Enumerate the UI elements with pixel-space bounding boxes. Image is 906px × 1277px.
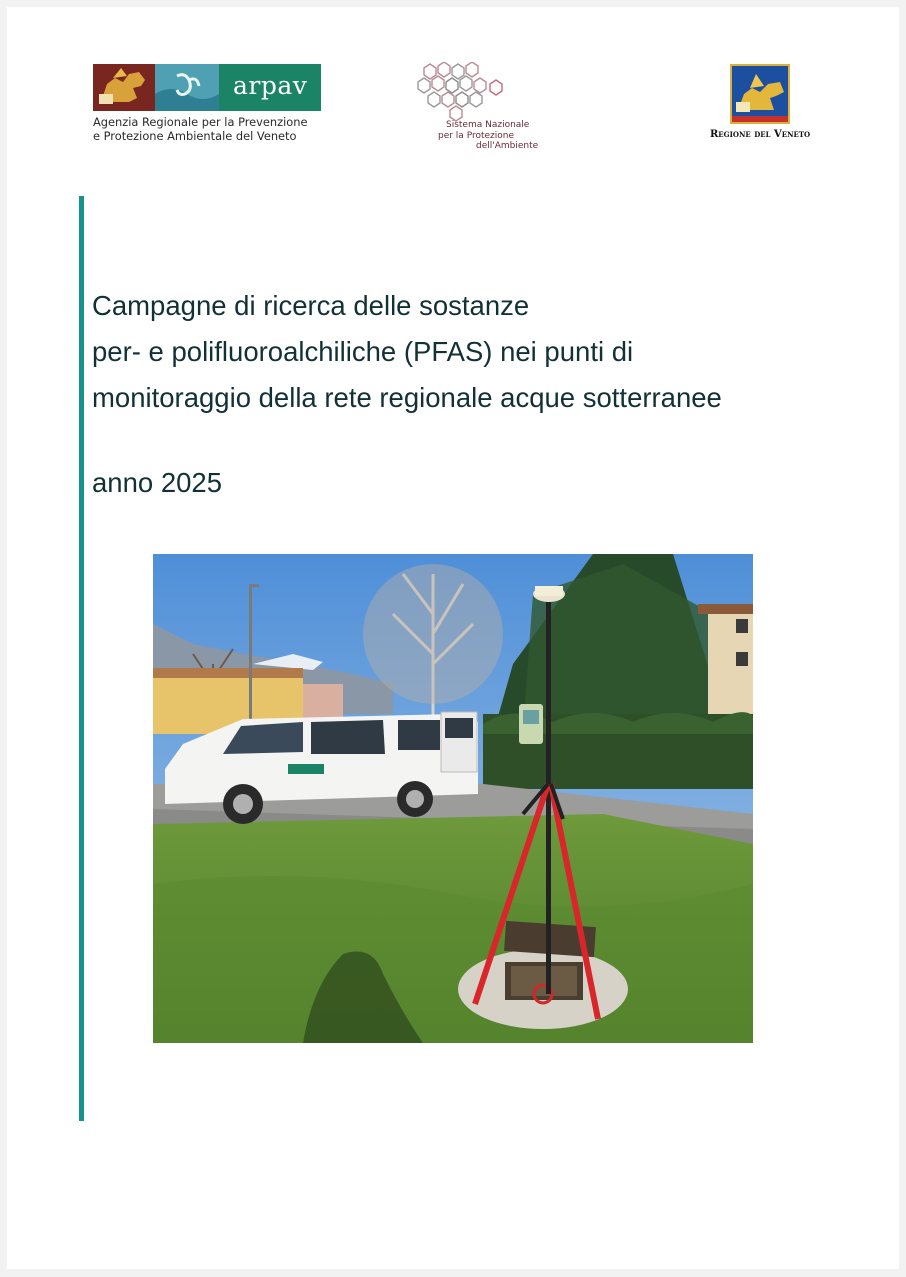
arpav-logo-band — [93, 64, 321, 111]
accent-bar — [79, 196, 84, 1121]
document-title — [92, 283, 852, 421]
regione-veneto-name: Regione del Veneto — [710, 129, 811, 140]
snpa-name-line1: Sistema Nazionale — [446, 120, 530, 130]
arpav-tagline-line2: e Protezione Ambientale del Veneto — [93, 129, 297, 143]
arpav-logo — [93, 64, 323, 144]
arpav-tagline-line1: Agenzia Regionale per la Prevenzione — [93, 115, 308, 129]
gps-survey-scene-icon — [153, 554, 753, 1043]
document-page — [7, 7, 899, 1269]
hexagon-network-icon — [416, 62, 558, 122]
snpa-name-line2: per la Protezione — [438, 131, 515, 141]
veneto-lion-shield-icon — [730, 64, 790, 124]
snpa-logo — [416, 62, 558, 154]
document-year: anno 2025 — [92, 467, 222, 498]
regione-veneto-logo — [707, 64, 817, 150]
arpav-wordmark: arpav — [233, 71, 308, 100]
title-line-1: Campagne di ricerca delle sostanze — [92, 290, 530, 321]
title-line-2: per- e polifluoroalchiliche (PFAS) nei punti di — [92, 336, 634, 367]
snpa-name-line3: dell'Ambiente — [476, 141, 539, 151]
winged-lion-icon — [93, 64, 155, 111]
title-line-3: monitoraggio della rete regionale acque sotterranee — [92, 382, 722, 413]
cover-photo — [153, 554, 753, 1043]
water-wave-icon — [155, 64, 219, 111]
